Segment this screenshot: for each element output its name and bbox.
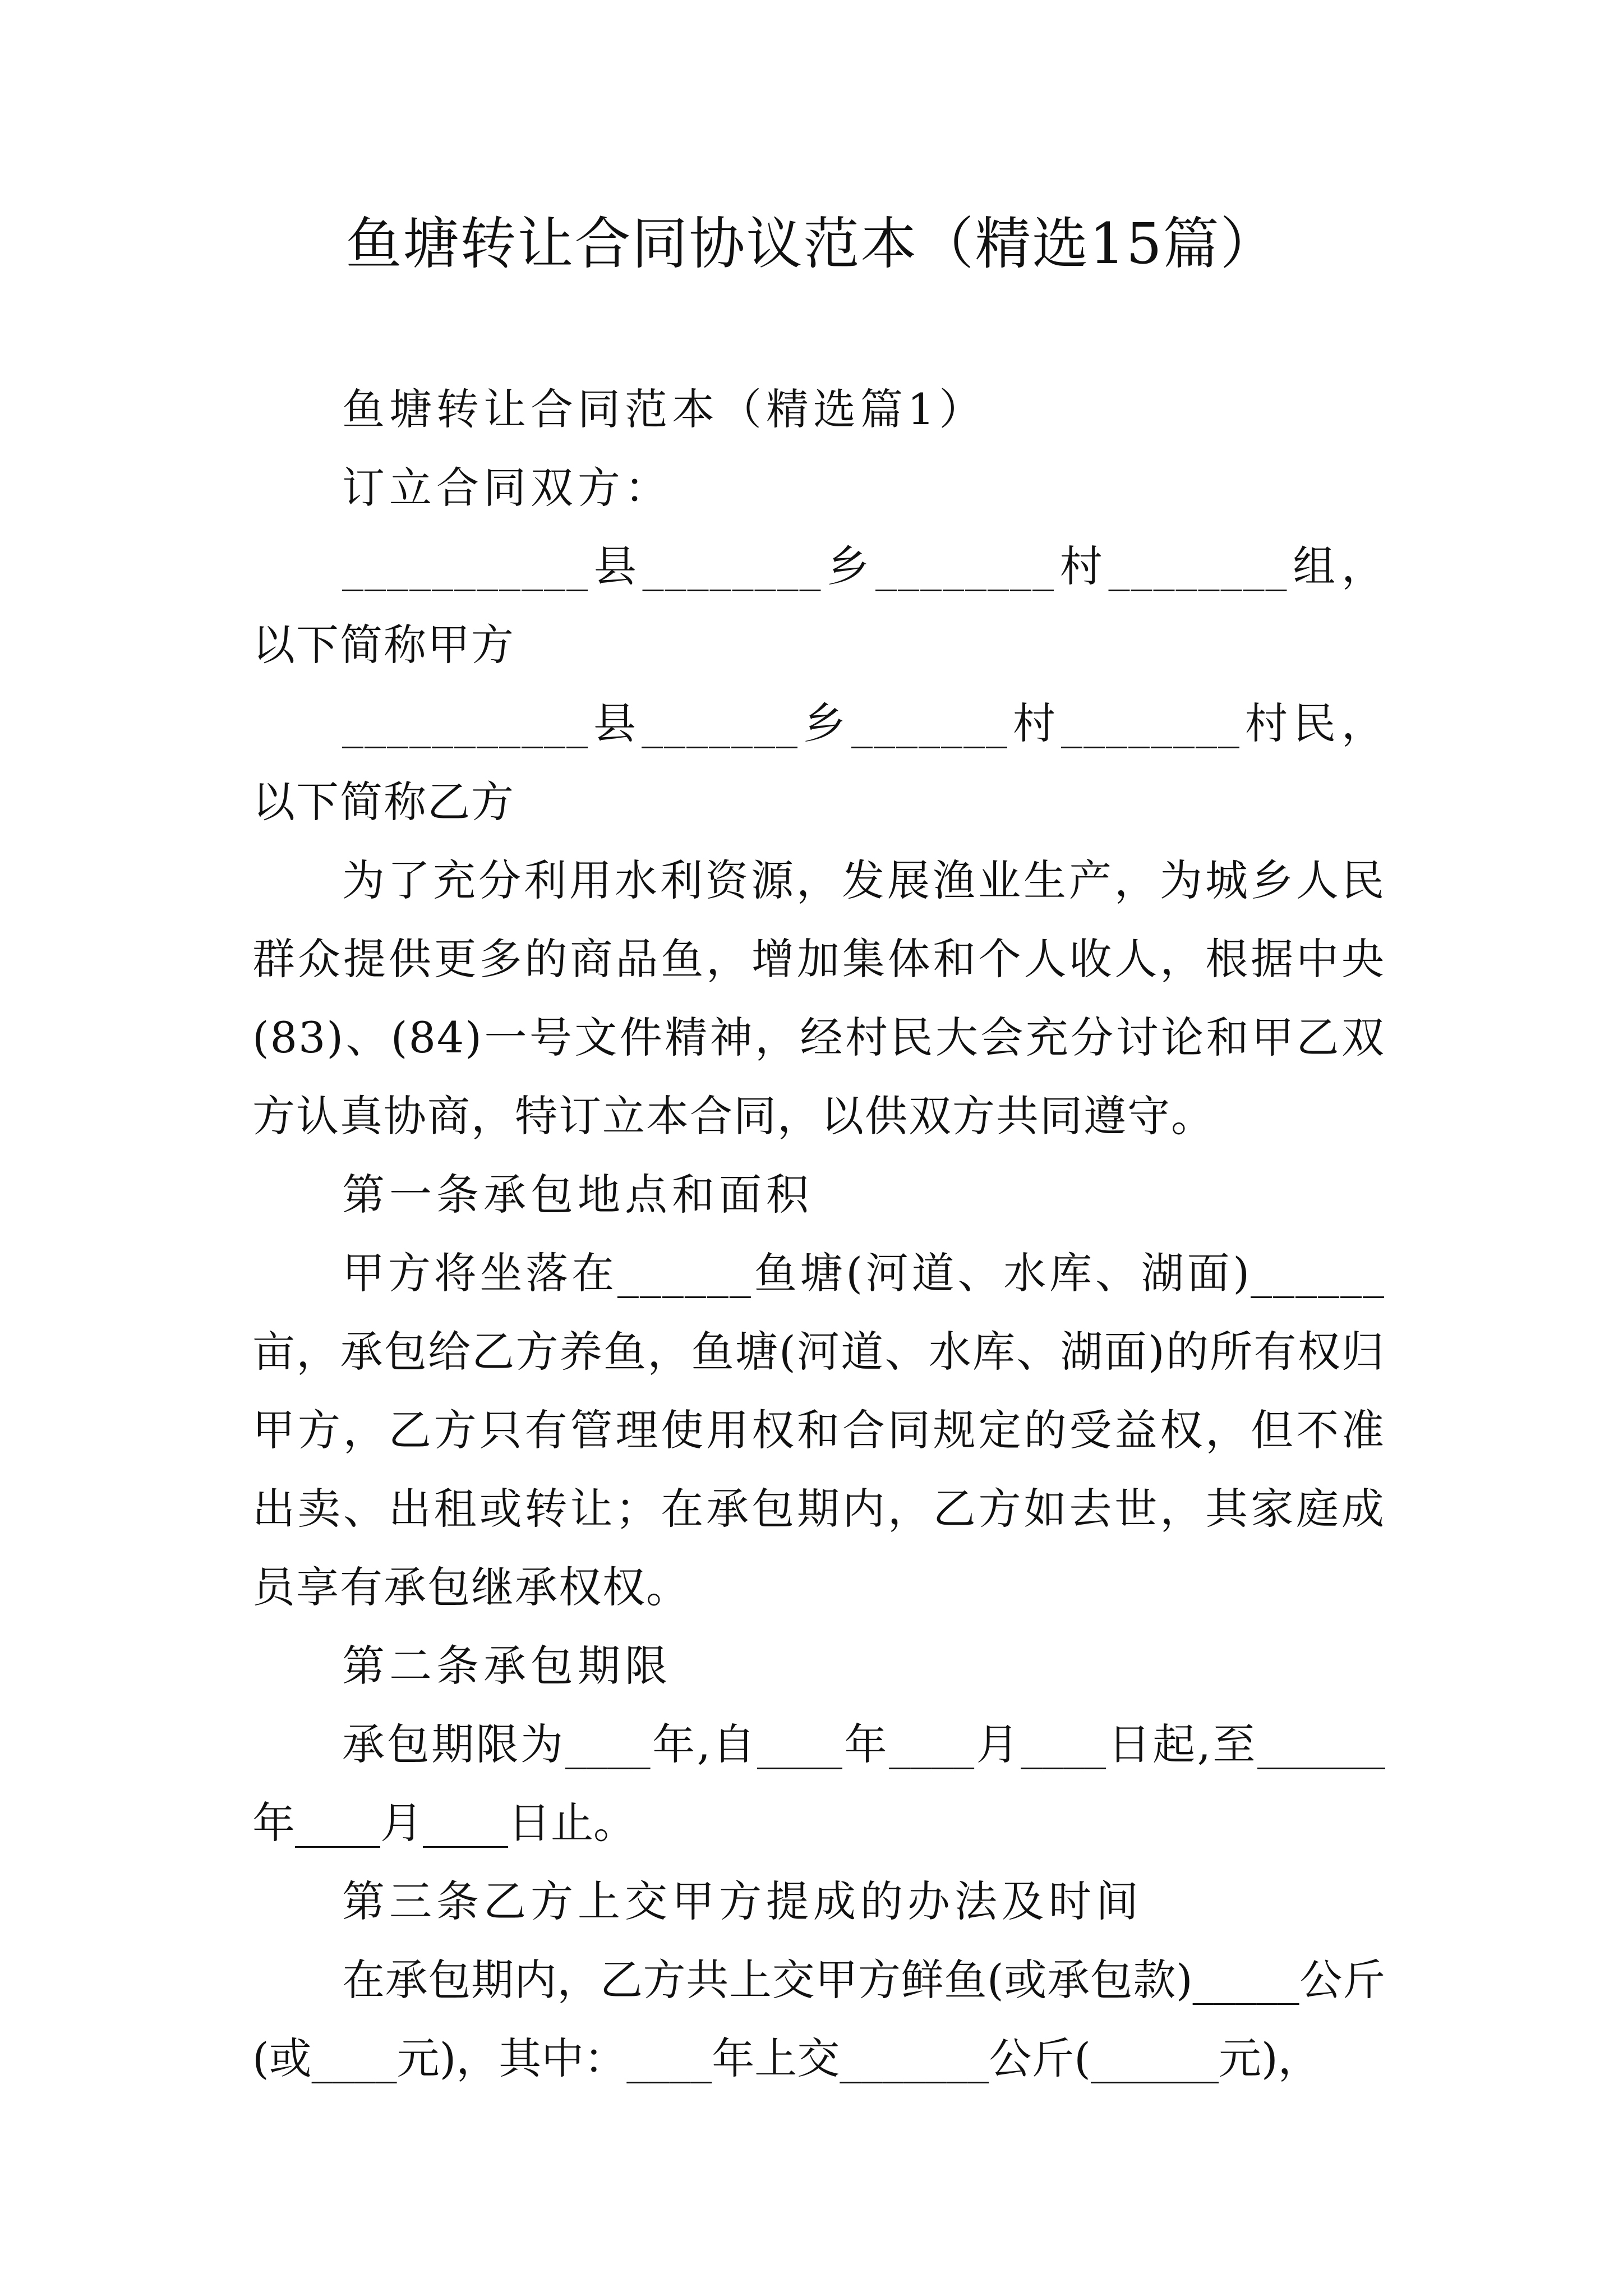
article-2-body: 承包期限为____年,自____年____月____日起,至______年____月____日止。 bbox=[252, 1719, 1385, 1848]
article-3-body: 在承包期内，乙方共上交甲方鲜鱼(或承包款)_____公斤(或____元)，其中：____年上交_______公斤(______元)， bbox=[252, 1955, 1385, 2083]
article-1-body: 甲方将坐落在______鱼塘(河道、水库、湖面)______亩，承包给乙方养鱼，鱼塘(河道、水库、湖面)的所有权归甲方，乙方只有管理使用权和合同规定的受益权，但不准出卖、出租或转让；在承包期内，乙方如去世，其家庭成员享有承包继承权权。 bbox=[252, 1248, 1385, 1612]
document-title: 鱼塘转让合同协议范本（精选15篇） bbox=[345, 211, 1278, 277]
document-body bbox=[252, 370, 1385, 2098]
article-1-heading: 第一条承包地点和面积 bbox=[342, 1170, 813, 1220]
party-a-line: ___________县________乡________村________组，以下简称甲方 bbox=[252, 541, 1385, 670]
article-3-heading: 第三条乙方上交甲方提成的办法及时间 bbox=[342, 1876, 1143, 1926]
contract-parties-label: 订立合同双方： bbox=[342, 463, 672, 513]
section-heading: 鱼塘转让合同范本（精选篇1） bbox=[342, 384, 986, 434]
preamble-paragraph: 为了充分利用水利资源，发展渔业生产，为城乡人民群众提供更多的商品鱼，增加集体和个人收人，根据中央(83)、(84)一号文件精神，经村民大会充分讨论和甲乙双方认真协商，特订立本合同，以供双方共同遵守。 bbox=[252, 855, 1385, 1141]
party-b-line: ___________县_______乡_______村________村民，以下简称乙方 bbox=[252, 698, 1385, 827]
article-2-heading: 第二条承包期限 bbox=[342, 1641, 672, 1691]
